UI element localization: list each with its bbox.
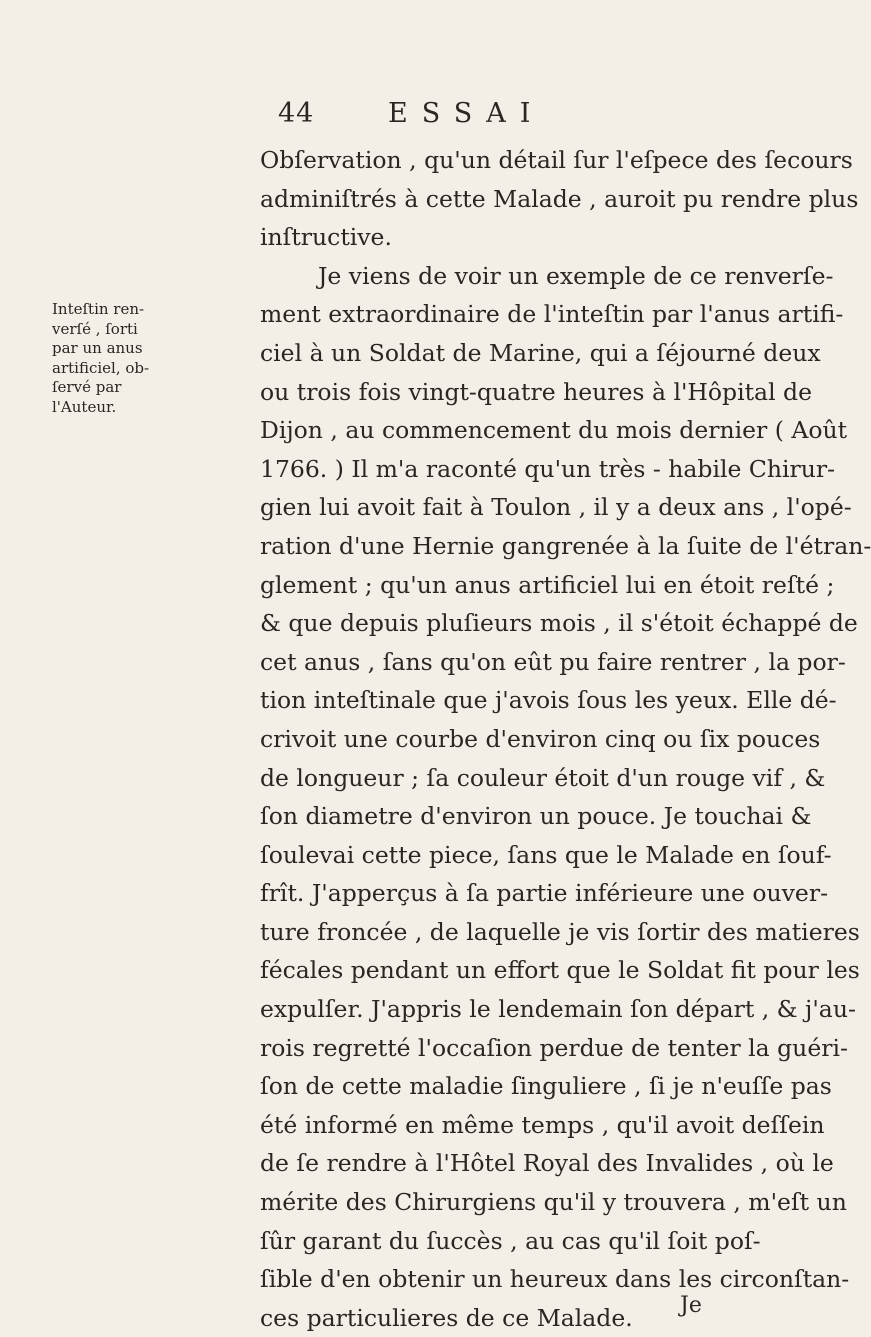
margin-note <box>52 300 242 417</box>
catchword: Je <box>680 1293 702 1318</box>
margin-note-line: verſé , ſorti <box>52 319 138 338</box>
text-line: de longueur ; ſa couleur étoit d'un rouge vif , & <box>260 763 826 792</box>
running-title: ESSAI <box>388 98 545 129</box>
text-line: ciel à un Soldat de Marine, qui a ſéjourné deux <box>260 338 821 367</box>
text-line: inſtructive. <box>260 223 392 252</box>
text-line: Je viens de voir un exemple de ce renverſe- <box>318 261 834 290</box>
text-line: adminiſtrés à cette Malade , auroit pu rendre plus <box>260 184 859 213</box>
text-line: crivoit une courbe d'environ cinq ou ſix pouces <box>260 724 821 753</box>
text-line: tion inteſtinale que j'avois ſous les yeux. Elle dé- <box>260 686 837 715</box>
page-header <box>278 98 638 138</box>
text-line: expulſer. J'appris le lendemain ſon départ , & j'au- <box>260 995 856 1024</box>
text-line: Dijon , au commencement du mois dernier ( Août <box>260 416 848 445</box>
margin-note-line: ſervé par <box>52 378 122 396</box>
margin-note-line: Inteſtin ren- <box>52 300 145 318</box>
text-line: glement ; qu'un anus artificiel lui en étoit reſté ; <box>260 570 835 599</box>
margin-note-line: par un anus <box>52 339 143 357</box>
page-number: 44 <box>278 98 315 129</box>
text-line: Obſervation , qu'un détail ſur l'eſpece des ſecours <box>260 146 853 174</box>
text-line: ture froncée , de laquelle je vis ſortir des matieres <box>260 917 860 946</box>
text-line: ſoulevai cette piece, ſans que le Malade en ſouf- <box>260 840 832 869</box>
text-line: rois regretté l'occaſion perdue de tenter la guéri- <box>260 1033 848 1062</box>
margin-note-line: l'Auteur. <box>52 397 117 416</box>
text-line: ration d'une Hernie gangrenée à la ſuite de l'étran- <box>260 531 871 560</box>
text-line: fécales pendant un effort que le Soldat fit pour les <box>260 956 860 985</box>
text-line: ſon de cette maladie ſinguliere , ſi je n'euſſe pas <box>260 1072 832 1101</box>
margin-note-line: artificiel, ob- <box>52 358 150 377</box>
text-line: frît. J'apperçus à ſa partie inférieure une ouver- <box>260 879 829 908</box>
text-line: & que depuis pluſieurs mois , il s'étoit échappé de <box>260 609 858 638</box>
text-line: gien lui avoit fait à Toulon , il y a deux ans , l'opé- <box>260 493 852 522</box>
text-line: ces particulieres de ce Malade. <box>260 1303 633 1332</box>
text-line: ou trois fois vingt-quatre heures à l'Hôpital de <box>260 377 813 406</box>
text-line: ſible d'en obtenir un heureux dans les circonſtan- <box>260 1265 850 1294</box>
body-text <box>260 141 871 1337</box>
text-line: mérite des Chirurgiens qu'il y trouvera , m'eſt un <box>260 1188 847 1217</box>
text-line: ment extraordinaire de l'inteſtin par l'anus artifi- <box>260 300 844 329</box>
text-line: 1766. ) Il m'a raconté qu'un très - habile Chirur- <box>260 454 836 483</box>
text-line: cet anus , ſans qu'on eût pu faire rentrer , la por- <box>260 647 846 676</box>
text-line: de ſe rendre à l'Hôtel Royal des Invalides , où le <box>260 1149 834 1178</box>
text-line: été informé en même temps , qu'il avoit deſſein <box>260 1110 825 1139</box>
text-line: ſûr garant du ſuccès , au cas qu'il ſoit poſ- <box>260 1226 761 1255</box>
text-line: ſon diametre d'environ un pouce. Je touchai & <box>260 802 812 831</box>
